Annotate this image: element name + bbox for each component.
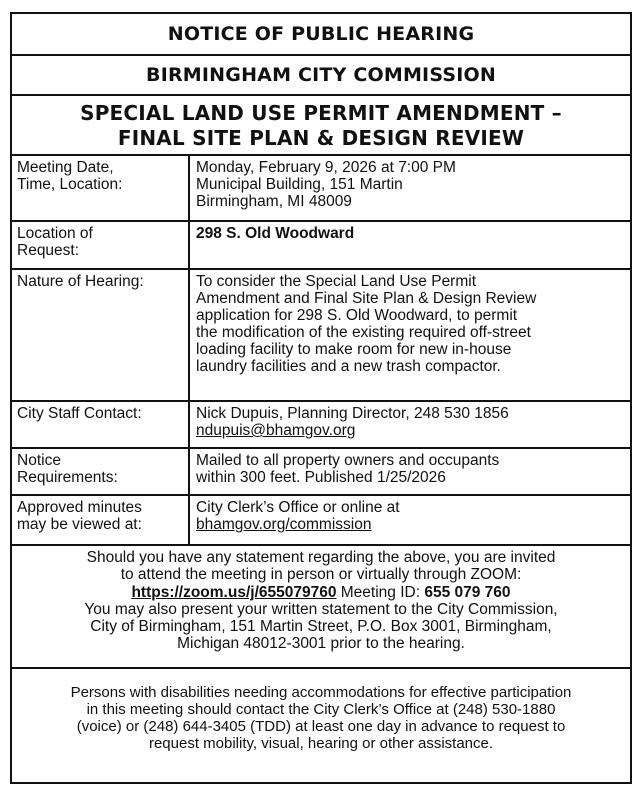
nature-line: application for 298 S. Old Woodward, to permit <box>196 307 518 324</box>
staff-value <box>190 402 630 447</box>
meeting-label <box>12 156 190 220</box>
meeting-city: Birmingham, MI 48009 <box>196 193 352 210</box>
location-label-line2: Request: <box>17 242 80 259</box>
nature-line: To consider the Special Land Use Permit <box>196 273 477 290</box>
staff-row <box>12 402 630 449</box>
meeting-id-label: Meeting ID: <box>336 583 425 601</box>
zoom-line <box>12 584 630 601</box>
accessibility-paragraph <box>12 669 630 752</box>
minutes-row <box>12 496 630 546</box>
nature-line: the modification of the existing required off-street <box>196 324 531 341</box>
notice-row <box>12 449 630 496</box>
notice-label-line1: Notice <box>17 452 61 469</box>
nature-label-text: Nature of Hearing: <box>17 273 144 290</box>
meeting-label-line2: Time, Location: <box>17 176 123 193</box>
statement-line: to attend the meeting in person or virtually through ZOOM: <box>120 566 522 584</box>
subject-title-line2: FINAL SITE PLAN & DESIGN REVIEW <box>117 126 525 150</box>
staff-label <box>12 402 190 447</box>
meeting-row <box>12 156 630 222</box>
nature-line: loading facility to make room for new in-house <box>196 341 512 358</box>
accessibility-line: (voice) or (248) 644-3405 (TDD) at least one day in advance to request to <box>76 718 566 735</box>
subject-title-line1: SPECIAL LAND USE PERMIT AMENDMENT – <box>80 101 562 125</box>
public-hearing-notice <box>10 12 632 784</box>
statement-line: Michigan 48012-3001 prior to the hearing. <box>177 635 465 653</box>
statement-line: Should you have any statement regarding the above, you are invited <box>86 549 556 566</box>
zoom-link[interactable]: https://zoom.us/j/655079760 <box>131 583 337 601</box>
staff-label-text: City Staff Contact: <box>17 405 142 422</box>
minutes-link[interactable]: bhamgov.org/commission <box>196 516 372 533</box>
minutes-line1: City Clerk’s Office or online at <box>196 499 400 516</box>
meeting-date-time: Monday, February 9, 2026 at 7:00 PM <box>196 159 456 176</box>
nature-line: Amendment and Final Site Plan & Design Review <box>196 290 537 307</box>
nature-value <box>190 270 630 400</box>
minutes-label-line1: Approved minutes <box>17 499 142 516</box>
accessibility-line: Persons with disabilities needing accommodations for effective participation <box>70 684 572 701</box>
notice-title: NOTICE OF PUBLIC HEARING <box>12 14 630 56</box>
notice-line2: within 300 feet. Published 1/25/2026 <box>196 469 446 486</box>
meeting-value <box>190 156 630 220</box>
notice-value <box>190 449 630 494</box>
minutes-label <box>12 496 190 544</box>
meeting-id: 655 079 760 <box>424 583 511 601</box>
notice-line1: Mailed to all property owners and occupants <box>196 452 500 469</box>
location-row <box>12 222 630 270</box>
statement-line: City of Birmingham, 151 Martin Street, P.O. Box 3001, Birmingham, <box>90 618 552 636</box>
meeting-location: Municipal Building, 151 Martin <box>196 176 403 193</box>
accessibility-line: in this meeting should contact the City Clerk’s Office at (248) 530-1880 <box>86 701 556 718</box>
location-label-line1: Location of <box>17 225 93 242</box>
minutes-value <box>190 496 630 544</box>
request-address: 298 S. Old Woodward <box>196 225 355 242</box>
location-value <box>190 222 630 268</box>
nature-label <box>12 270 190 400</box>
accessibility-line: request mobility, visual, hearing or other assistance. <box>148 735 494 752</box>
notice-label-line2: Requirements: <box>17 469 118 486</box>
commission-title: BIRMINGHAM CITY COMMISSION <box>12 56 630 96</box>
staff-contact: Nick Dupuis, Planning Director, 248 530 1856 <box>196 405 509 422</box>
nature-row <box>12 270 630 402</box>
meeting-label-line1: Meeting Date, <box>17 159 114 176</box>
subject-title <box>12 96 630 156</box>
notice-label <box>12 449 190 494</box>
nature-line: laundry facilities and a new trash compactor. <box>196 358 501 375</box>
staff-email-link[interactable]: ndupuis@bhamgov.org <box>196 422 356 439</box>
statement-paragraph <box>12 546 630 669</box>
minutes-label-line2: may be viewed at: <box>17 516 142 533</box>
location-label <box>12 222 190 268</box>
statement-line: You may also present your written statement to the City Commission, <box>84 600 558 618</box>
